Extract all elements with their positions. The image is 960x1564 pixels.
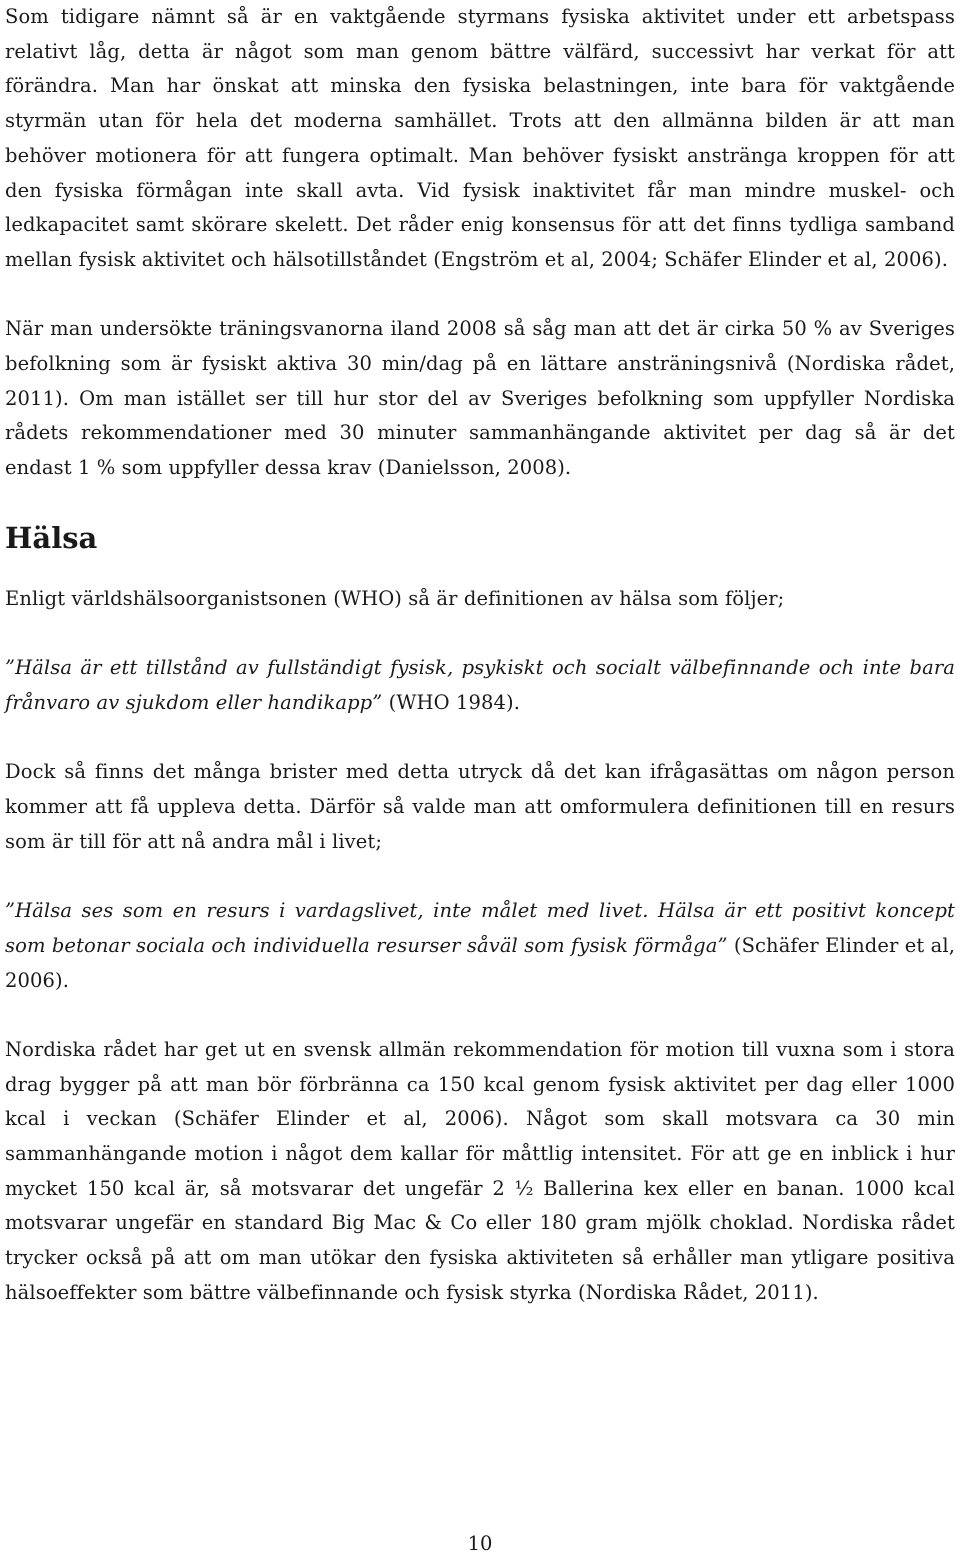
- paragraph-gap: [5, 998, 955, 1033]
- paragraph-gap: [5, 859, 955, 894]
- quote-resource-text: ”Hälsa ses som en resurs i vardagslivet, inte målet med livet. Hälsa är ett positivt koncept som betonar sociala och individuella resurser såväl som fysisk förmåga”: [5, 899, 955, 957]
- paragraph-nordic-recommendation: Nordiska rådet har get ut en svensk allmän rekommendation för motion till vuxna som i stora drag bygger på att man bör förbränna ca 150 kcal genom fysisk aktivitet per dag eller 1000 kcal i veckan (Schäfer Elinder et al, 2006). Något som skall motsvara ca 30 min sammanhängande motion i något dem kallar för måttlig intensitet. För att ge en inblick i hur mycket 150 kcal är, så motsvarar det ungefär 2 ½ Ballerina kex eller en banan. 1000 kcal motsvarar ungefär en standard Big Mac & Co eller 180 gram mjölk choklad. Nordiska rådet trycker också på att om man utökar den fysiska aktiviteten så erhåller man ytligare positiva hälsoeffekter som bättre välbefinnande och fysisk styrka (Nordiska Rådet, 2011).: [5, 1037, 955, 1304]
- document-page: [5, 0, 955, 1311]
- quote-who-text: ”Hälsa är ett tillstånd av fullständigt fysisk, psykiskt och socialt välbefinnande och inte bara frånvaro av sjukdom eller handikapp”: [5, 656, 955, 714]
- quote-who-definition: [5, 651, 955, 720]
- paragraph-training-habits: När man undersökte träningsvanorna iland 2008 så såg man att det är cirka 50 % av Sveriges befolkning som är fysiskt aktiva 30 min/dag på en lättare ansträningsnivå (Nordiska rådet, 2011). Om man istället ser till hur stor del av Sveriges befolkning som uppfyller Nordiska rådets rekommendationer med 30 minuter sammanhängande aktivitet per dag så är det endast 1 % som uppfyller dessa krav (Danielsson, 2008).: [5, 317, 955, 480]
- section-heading: Hälsa: [5, 520, 98, 555]
- paragraph-who-definition-intro: Enligt världshälsoorganistsonen (WHO) så är definitionen av hälsa som följer;: [5, 586, 785, 610]
- paragraph-criticism: Dock så finns det många brister med detta utryck då det kan ifrågasättas om någon person kommer att få uppleva detta. Därför så valde man att omformulera definitionen till en resurs som är till för att nå andra mål i livet;: [5, 760, 955, 853]
- quote-resource-citation: (Schäfer Elinder et al, 2006).: [5, 933, 955, 992]
- page-number: 10: [467, 1532, 493, 1555]
- paragraph-gap: [5, 617, 955, 652]
- heading-gap-after: [5, 558, 955, 582]
- quote-resource-definition: [5, 894, 955, 998]
- paragraph-gap: [5, 278, 955, 313]
- quote-who-citation: (WHO 1984).: [382, 690, 520, 714]
- heading-gap: [5, 486, 955, 516]
- paragraph-gap: [5, 721, 955, 756]
- paragraph-physical-activity: Som tidigare nämnt så är en vaktgående styrmans fysiska aktivitet under ett arbetspass relativt låg, detta är något som man genom bättre välfärd, successivt har verkat för att förändra. Man har önskat att minska den fysiska belastningen, inte bara för vaktgående styrmän utan för hela det moderna samhället. Trots att den allmänna bilden är att man behöver motionera för att fungera optimalt. Man behöver fysiskt anstränga kroppen för att den fysiska förmågan inte skall avta. Vid fysisk inaktivitet får man mindre muskel- och ledkapacitet samt skörare skelett. Det råder enig konsensus för att det finns tydliga samband mellan fysisk aktivitet och hälsotillståndet (Engström et al, 2004; Schäfer Elinder et al, 2006).: [5, 5, 955, 271]
